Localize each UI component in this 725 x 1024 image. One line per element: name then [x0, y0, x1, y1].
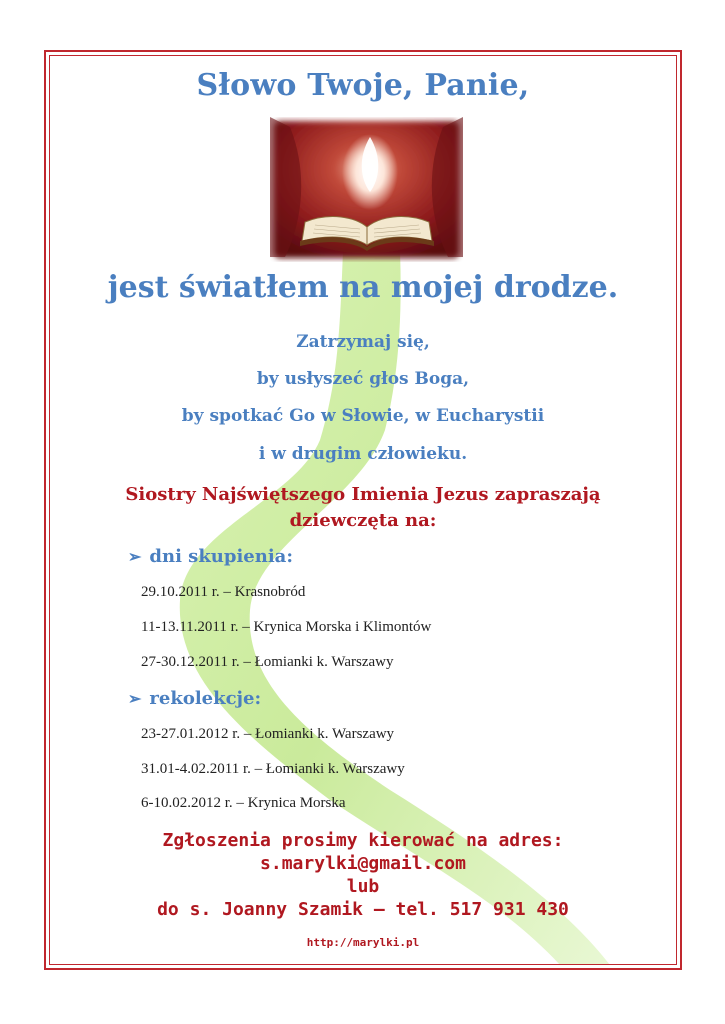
open-bible-light-image	[270, 117, 463, 262]
list-item: 6-10.02.2012 r. – Krynica Morska	[141, 795, 346, 811]
contact-or: lub	[346, 876, 380, 897]
invitation-line-4: i w drugim człowieku.	[258, 444, 468, 464]
organizer-line-2: dziewczęta na:	[289, 510, 437, 531]
list-item: 23-27.01.2012 r. – Łomianki k. Warszawy	[141, 726, 395, 742]
arrow-bullet-icon: ➢	[128, 547, 142, 566]
list-item: 31.01-4.02.2011 r. – Łomianki k. Warszawy	[141, 761, 405, 777]
contact-email: s.marylki@gmail.com	[260, 853, 466, 874]
invitation-line-1: Zatrzymaj się,	[296, 332, 430, 352]
contact-person: do s. Joanny Szamik – tel. 517 931 430	[157, 899, 569, 920]
website-link[interactable]: http://marylki.pl	[306, 936, 420, 949]
section-heading-retreats	[128, 688, 261, 709]
list-item: 27-30.12.2011 r. – Łomianki k. Warszawy	[141, 654, 394, 670]
contact-heading: Zgłoszenia prosimy kierować na adres:	[162, 830, 564, 851]
arrow-bullet-icon: ➢	[128, 689, 142, 708]
section-heading-label: rekolekcje:	[149, 688, 262, 709]
invitation-line-2: by usłyszeć głos Boga,	[256, 369, 470, 389]
title-line-2: jest światłem na mojej drodze.	[107, 270, 619, 305]
section-heading-label: dni skupienia:	[149, 546, 293, 567]
section-heading-retreat-days	[128, 546, 293, 567]
invitation-line-3: by spotkać Go w Słowie, w Eucharystii	[181, 406, 545, 426]
title-line-1: Słowo Twoje, Panie,	[196, 68, 530, 103]
list-item: 29.10.2011 r. – Krasnobród	[141, 584, 306, 600]
organizer-line-1: Siostry Najświętszego Imienia Jezus zapraszają	[125, 484, 601, 505]
list-item: 11-13.11.2011 r. – Krynica Morska i Klimontów	[141, 619, 432, 635]
